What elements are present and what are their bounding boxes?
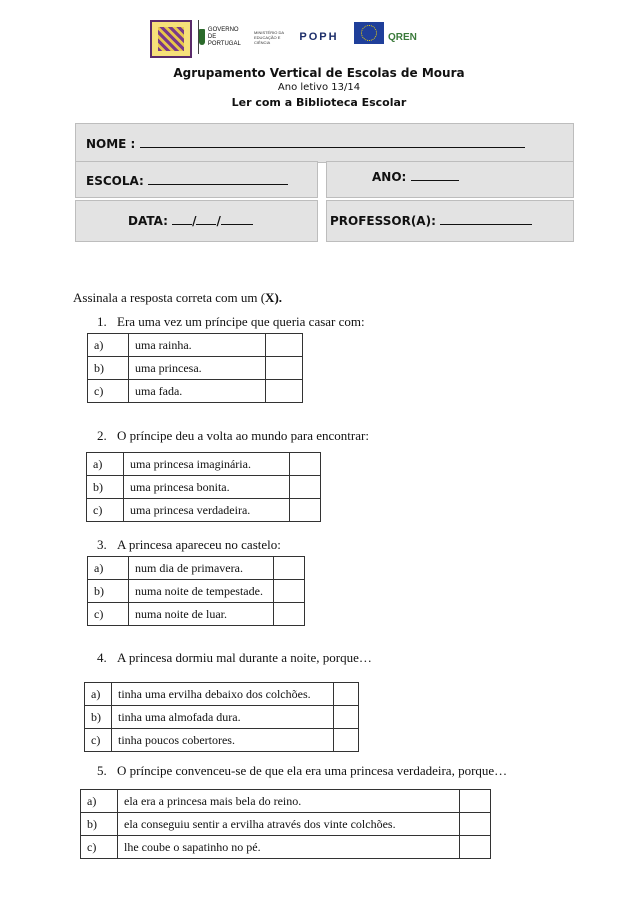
professor-label: PROFESSOR(A): <box>330 214 436 228</box>
option-letter: c) <box>87 499 124 522</box>
option-letter: c) <box>88 603 129 626</box>
question-4 <box>97 650 372 666</box>
option-letter: a) <box>88 557 129 580</box>
eu-flag-logo <box>354 22 384 44</box>
option-row <box>88 380 303 403</box>
question-1 <box>97 314 365 330</box>
option-text: ela era a princesa mais bela do reino. <box>118 790 460 813</box>
professor-field[interactable] <box>330 214 532 228</box>
nome-field[interactable] <box>86 137 531 151</box>
project-title: Ler com a Biblioteca Escolar <box>231 96 407 109</box>
answer-box[interactable] <box>334 729 359 752</box>
option-row <box>81 813 491 836</box>
school-year: Ano letivo 13/14 <box>277 82 361 93</box>
answer-box[interactable] <box>460 836 491 859</box>
option-text: uma princesa imaginária. <box>124 453 290 476</box>
professor-line[interactable] <box>440 224 532 225</box>
instruction-text: Assinala a resposta correta com um ( <box>73 290 266 305</box>
option-letter: a) <box>85 683 112 706</box>
nome-line[interactable] <box>140 147 525 148</box>
option-row <box>88 580 305 603</box>
question-4-text: A princesa dormiu mal durante a noite, porque… <box>117 650 372 665</box>
answer-box[interactable] <box>334 683 359 706</box>
ano-field[interactable] <box>372 170 459 184</box>
option-letter: c) <box>88 380 129 403</box>
answer-box[interactable] <box>290 476 321 499</box>
governo-portugal-label: GOVERNO DE PORTUGAL <box>207 26 241 47</box>
answer-box[interactable] <box>266 380 303 403</box>
answer-box[interactable] <box>274 557 305 580</box>
option-row <box>88 603 305 626</box>
option-row <box>85 706 359 729</box>
question-3 <box>97 537 281 553</box>
question-5 <box>97 763 507 779</box>
school-name: Agrupamento Vertical de Escolas de Moura <box>173 66 465 80</box>
option-text: uma rainha. <box>129 334 266 357</box>
option-letter: a) <box>81 790 118 813</box>
option-text: uma princesa verdadeira. <box>124 499 290 522</box>
answer-box[interactable] <box>460 813 491 836</box>
option-row <box>88 357 303 380</box>
instruction-end: ). <box>274 290 283 305</box>
data-month-line[interactable] <box>196 224 216 225</box>
option-letter: c) <box>81 836 118 859</box>
option-row <box>87 499 321 522</box>
question-2-options <box>86 452 321 522</box>
question-1-number: 1. <box>97 314 107 329</box>
instruction <box>73 290 282 306</box>
instruction-mark: X <box>265 290 275 305</box>
question-5-number: 5. <box>97 763 107 778</box>
eu-stars-icon <box>361 25 377 41</box>
header-logos <box>150 20 450 56</box>
answer-box[interactable] <box>334 706 359 729</box>
option-row <box>88 557 305 580</box>
option-letter: b) <box>88 357 129 380</box>
question-2 <box>97 428 369 444</box>
option-letter: a) <box>87 453 124 476</box>
option-text: uma princesa. <box>129 357 266 380</box>
option-letter: b) <box>87 476 124 499</box>
answer-box[interactable] <box>274 603 305 626</box>
answer-box[interactable] <box>290 453 321 476</box>
escola-field[interactable] <box>86 174 288 188</box>
question-2-number: 2. <box>97 428 107 443</box>
escola-label: ESCOLA: <box>86 174 144 188</box>
option-text: uma fada. <box>129 380 266 403</box>
question-3-options <box>87 556 305 626</box>
option-text: lhe coube o sapatinho no pé. <box>118 836 460 859</box>
option-text: uma princesa bonita. <box>124 476 290 499</box>
option-text: ela conseguiu sentir a ervilha através dos vinte colchões. <box>118 813 460 836</box>
option-letter: b) <box>88 580 129 603</box>
escola-line[interactable] <box>148 184 288 185</box>
option-row <box>87 476 321 499</box>
option-text: numa noite de luar. <box>129 603 274 626</box>
ministerio-logo: MINISTÉRIO DA EDUCAÇÃO E CIÊNCIA <box>254 29 284 45</box>
option-letter: c) <box>85 729 112 752</box>
answer-box[interactable] <box>460 790 491 813</box>
option-text: num dia de primavera. <box>129 557 274 580</box>
governo-portugal-logo <box>198 20 245 54</box>
option-text: tinha uma ervilha debaixo dos colchões. <box>112 683 334 706</box>
option-row <box>85 729 359 752</box>
option-letter: b) <box>85 706 112 729</box>
option-row <box>85 683 359 706</box>
option-row <box>81 790 491 813</box>
option-row <box>87 453 321 476</box>
data-label: DATA: <box>128 214 168 228</box>
answer-box[interactable] <box>290 499 321 522</box>
question-1-text: Era uma vez um príncipe que queria casar com: <box>117 314 365 329</box>
option-text: tinha uma almofada dura. <box>112 706 334 729</box>
nome-label: NOME : <box>86 137 136 151</box>
coat-of-arms-icon <box>199 29 205 45</box>
answer-box[interactable] <box>274 580 305 603</box>
question-2-text: O príncipe deu a volta ao mundo para encontrar: <box>117 428 369 443</box>
question-3-number: 3. <box>97 537 107 552</box>
data-sep-1: / <box>192 214 197 228</box>
data-sep-2: / <box>216 214 221 228</box>
answer-box[interactable] <box>266 357 303 380</box>
data-day-line[interactable] <box>172 224 192 225</box>
question-1-options <box>87 333 303 403</box>
ano-line[interactable] <box>411 180 459 181</box>
question-5-options <box>80 789 491 859</box>
option-text: tinha poucos cobertores. <box>112 729 334 752</box>
school-seal-logo <box>150 20 192 58</box>
option-row <box>88 334 303 357</box>
poph-logo: POPH <box>299 31 339 43</box>
ano-label: ANO: <box>372 170 407 184</box>
data-year-line[interactable] <box>221 224 253 225</box>
option-letter: b) <box>81 813 118 836</box>
option-text: numa noite de tempestade. <box>129 580 274 603</box>
question-4-options <box>84 682 359 752</box>
question-5-text: O príncipe convenceu-se de que ela era uma princesa verdadeira, porque… <box>117 763 508 778</box>
option-letter: a) <box>88 334 129 357</box>
question-3-text: A princesa apareceu no castelo: <box>117 537 281 552</box>
answer-box[interactable] <box>266 334 303 357</box>
data-field[interactable] <box>128 214 253 228</box>
option-row <box>81 836 491 859</box>
question-4-number: 4. <box>97 650 107 665</box>
qren-logo: QREN <box>388 31 417 43</box>
